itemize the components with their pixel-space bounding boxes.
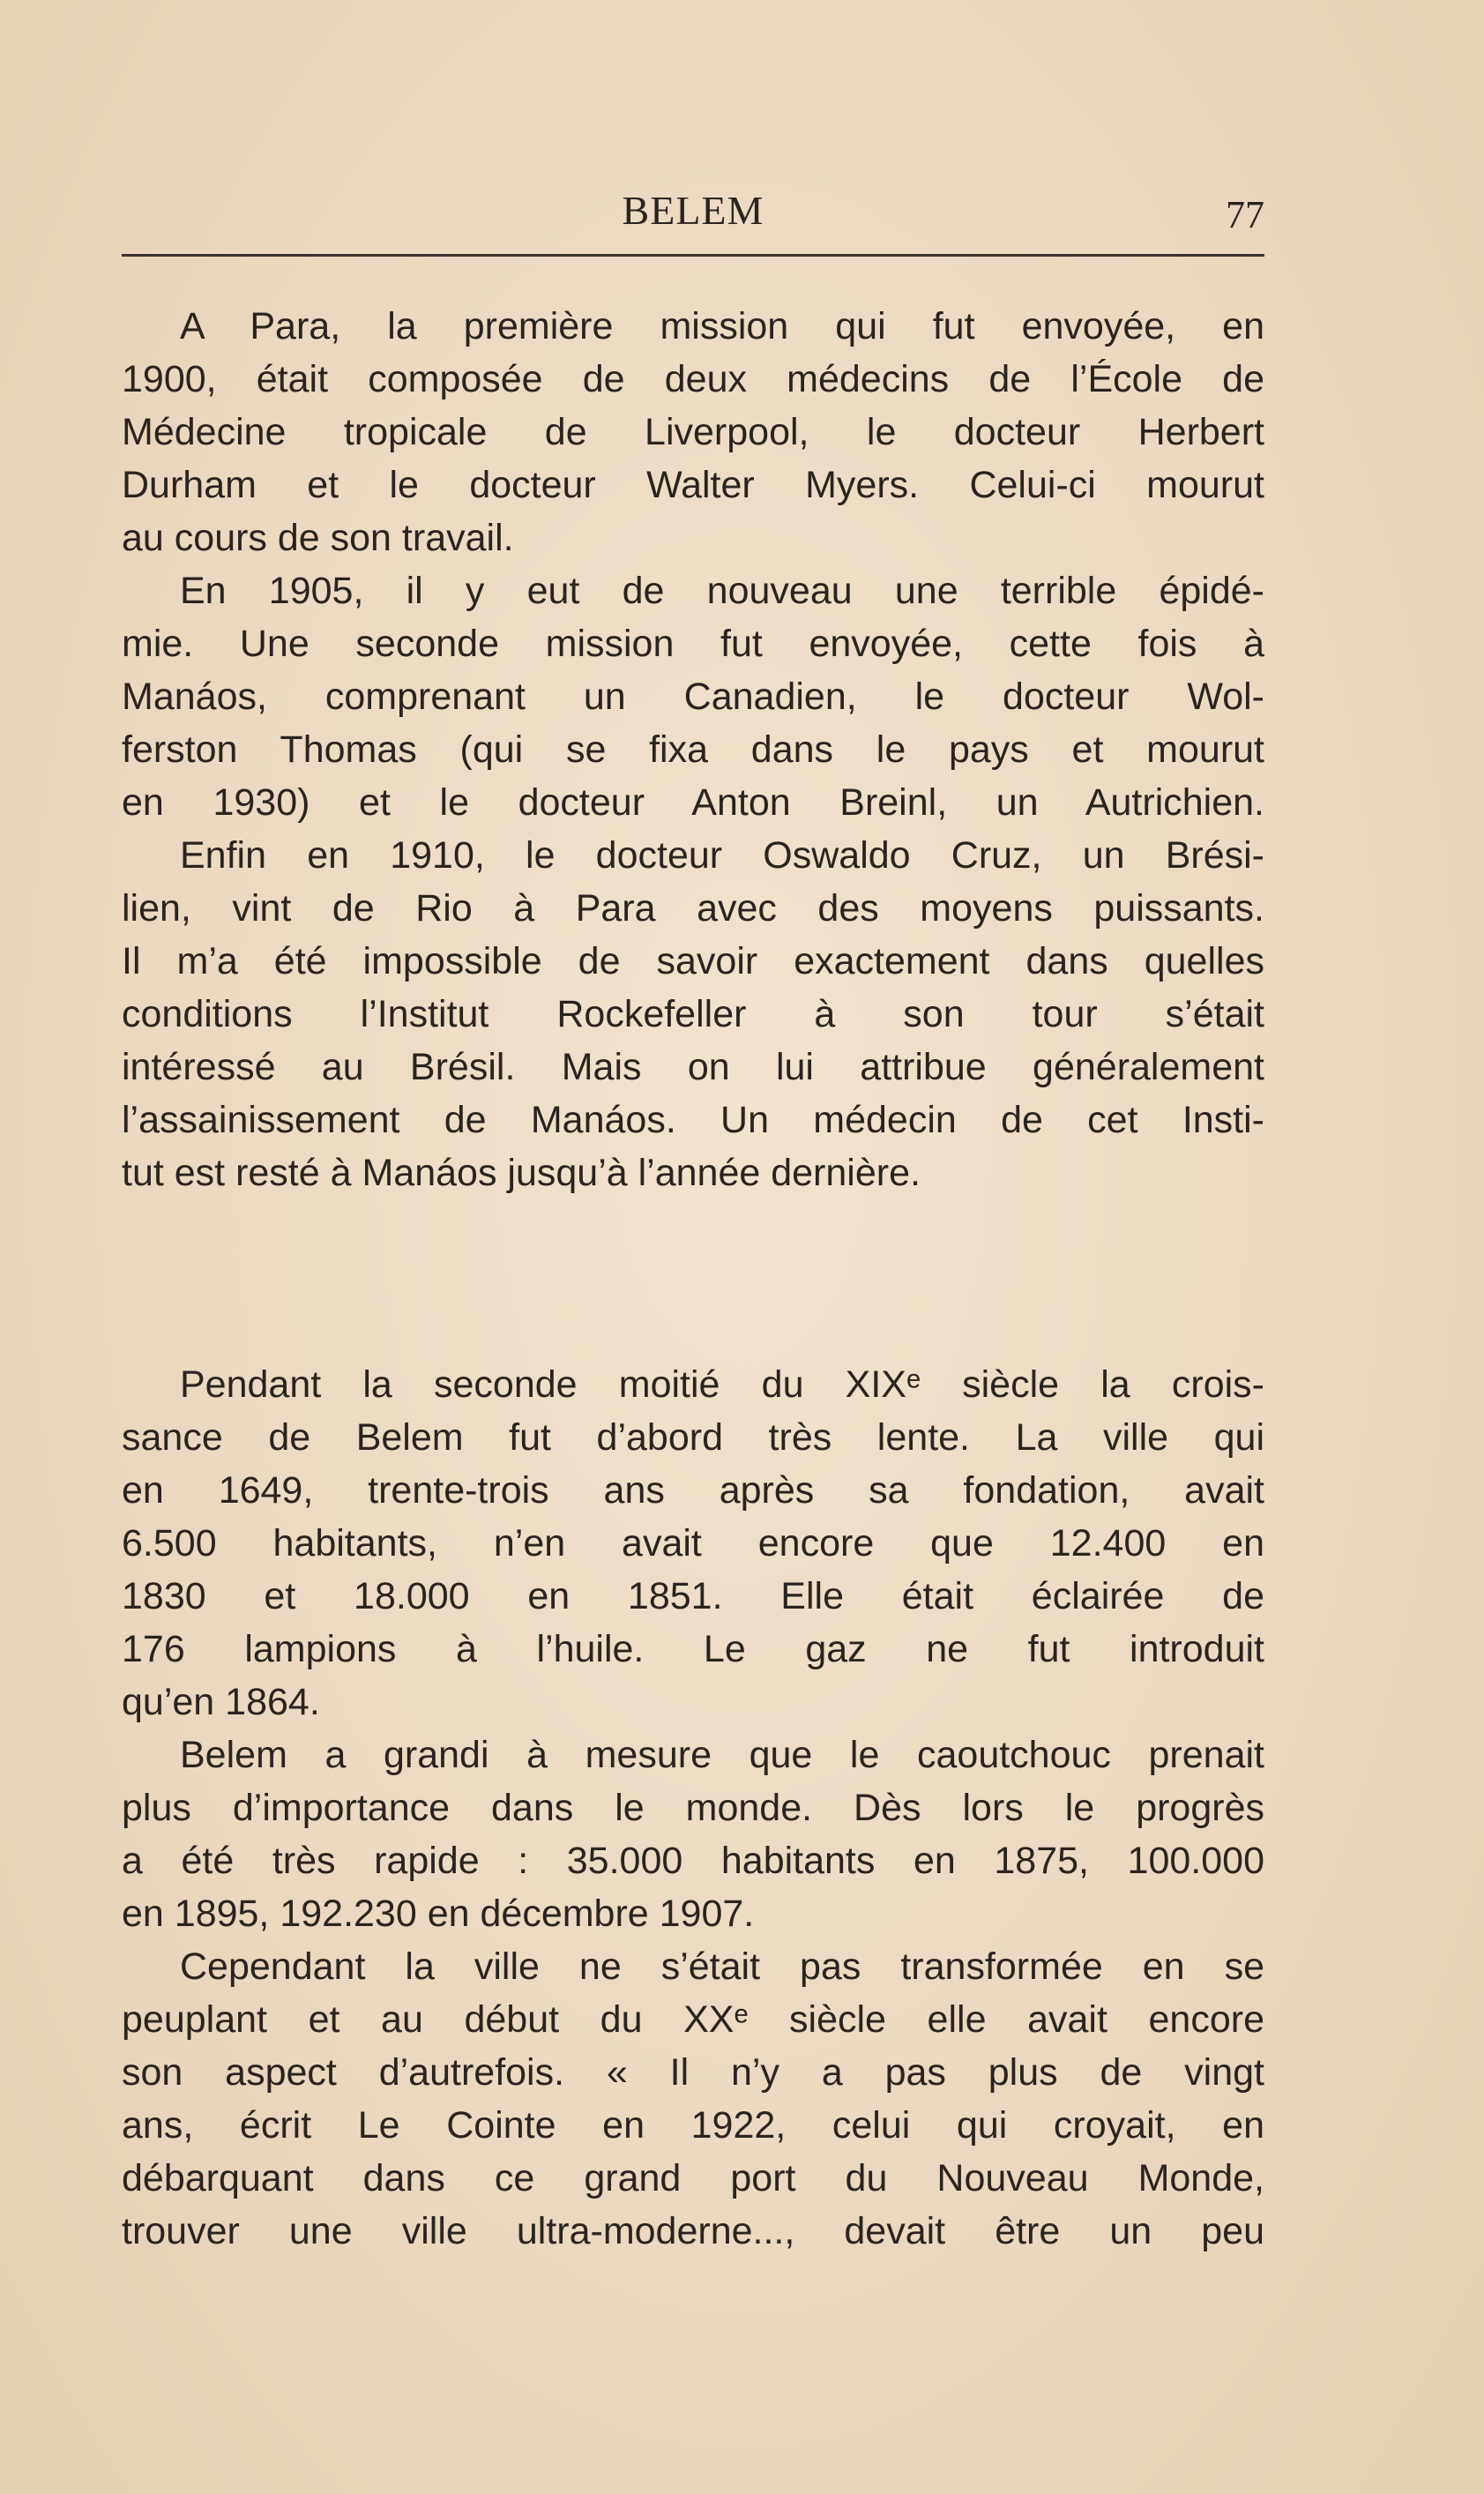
text-line: 1900, était composée de deux médecins de l’École de [122, 358, 1264, 400]
text-line: en 1895, 192.230 en décembre 1907. [122, 1893, 755, 1935]
text-line: Durham et le docteur Walter Myers. Celui-ci mourut [122, 464, 1264, 506]
text-line: a été très rapide : 35.000 habitants en 1875, 100.000 [122, 1840, 1264, 1882]
text-line: mie. Une seconde mission fut envoyée, cette fois à [122, 623, 1264, 665]
text-line: 6.500 habitants, n’en avait encore que 12.400 en [122, 1522, 1264, 1564]
text-line: en 1930) et le docteur Anton Breinl, un Autrichien. [122, 781, 1264, 824]
text-line: A Para, la première mission qui fut envoyée, en [180, 305, 1264, 347]
header-rule [122, 254, 1264, 257]
page-header [122, 187, 1264, 258]
text-line: ferston Thomas (qui se fixa dans le pays et mourut [122, 728, 1264, 771]
text-line: l’assainissement de Manáos. Un médecin de cet Insti- [122, 1099, 1264, 1141]
text-line: son aspect d’autrefois. « Il n’y a pas plus de vingt [122, 2051, 1264, 2094]
text-line: intéressé au Brésil. Mais on lui attribue généralement [122, 1046, 1264, 1088]
text-line: ans, écrit Le Cointe en 1922, celui qui croyait, en [122, 2104, 1264, 2147]
text-line: Cependant la ville ne s’était pas transformée en se [180, 1945, 1264, 1988]
text-section-1 [122, 300, 1264, 1199]
text-line: peuplant et au début du XXᵉ siècle elle avait encore [122, 1998, 1264, 2041]
text-line: qu’en 1864. [122, 1681, 320, 1723]
text-line: plus d’importance dans le monde. Dès lors le progrès [122, 1787, 1264, 1829]
text-line: Enfin en 1910, le docteur Oswaldo Cruz, un Brési- [180, 834, 1264, 877]
text-line: trouver une ville ultra-moderne..., devait être un peu [122, 2210, 1264, 2252]
text-line: Médecine tropicale de Liverpool, le docteur Herbert [122, 411, 1264, 453]
text-line: Pendant la seconde moitié du XIXᵉ siècle la crois- [180, 1363, 1264, 1406]
text-line: conditions l’Institut Rockefeller à son tour s’était [122, 993, 1264, 1035]
text-line: débarquant dans ce grand port du Nouveau Monde, [122, 2157, 1264, 2199]
text-line: En 1905, il y eut de nouveau une terrible épidé- [180, 570, 1264, 612]
text-line: 176 lampions à l’huile. Le gaz ne fut introduit [122, 1628, 1264, 1670]
text-section-2 [122, 1358, 1264, 2258]
text-line: sance de Belem fut d’abord très lente. La ville qui [122, 1416, 1264, 1459]
text-line: Manáos, comprenant un Canadien, le docteur Wol- [122, 676, 1264, 718]
text-line: 1830 et 18.000 en 1851. Elle était éclairée de [122, 1575, 1264, 1617]
page-number: 77 [1226, 193, 1264, 236]
text-line: en 1649, trente-trois ans après sa fondation, avait [122, 1469, 1264, 1512]
running-title: BELEM [622, 188, 764, 233]
text-line: tut est resté à Manáos jusqu’à l’année dernière. [122, 1152, 921, 1194]
text-line: lien, vint de Rio à Para avec des moyens puissants. [122, 887, 1264, 930]
text-line: au cours de son travail. [122, 517, 514, 559]
text-line: Belem a grandi à mesure que le caoutchouc prenait [180, 1734, 1264, 1776]
text-line: Il m’a été impossible de savoir exactement dans quelles [122, 940, 1264, 982]
